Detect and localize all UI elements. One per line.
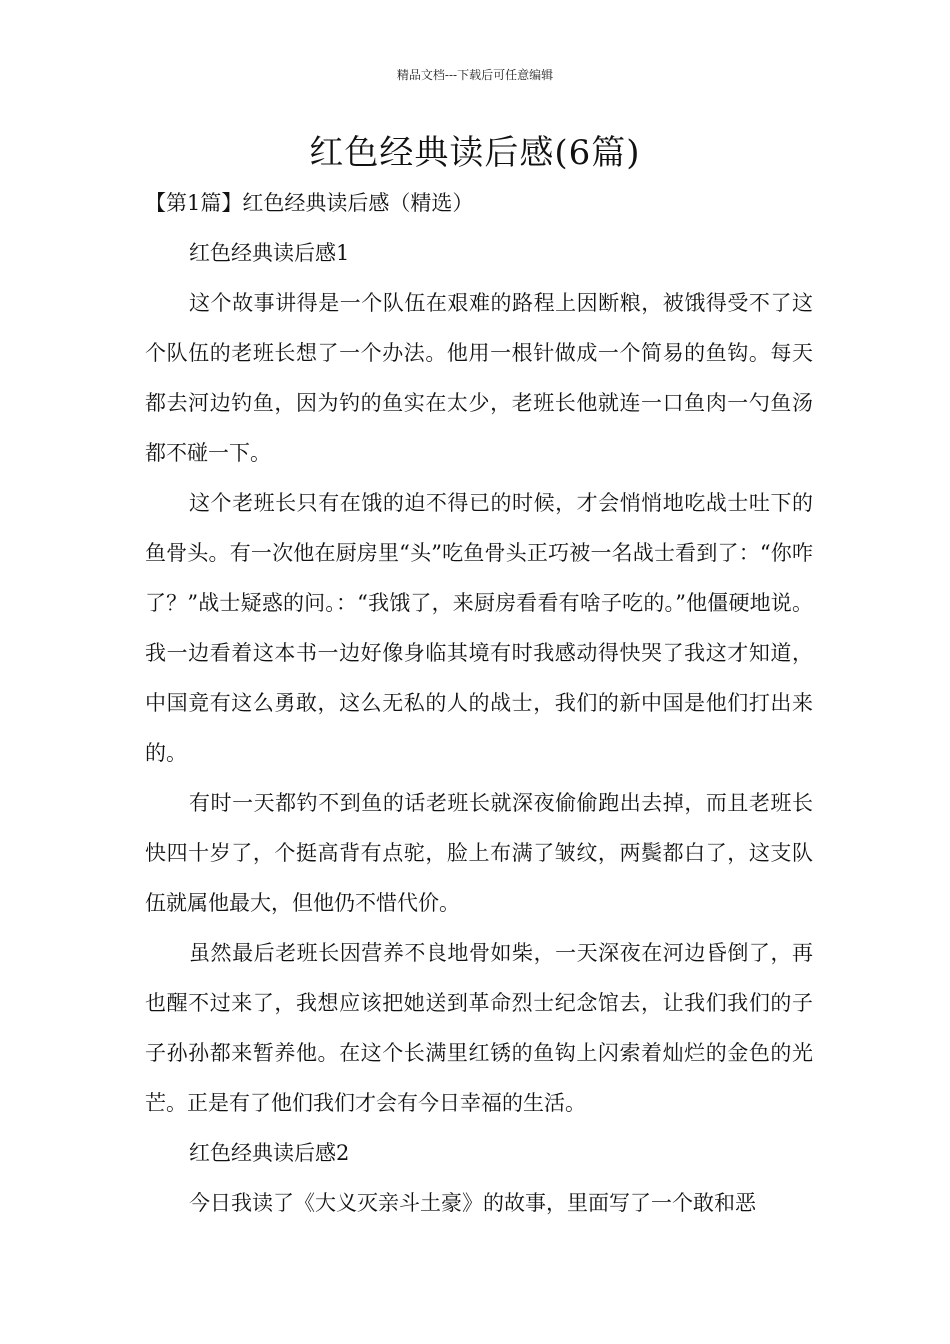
essay-2-heading: 红色经典读后感2 xyxy=(189,1141,350,1165)
essay-1-paragraph-2: 这个老班长只有在饿的迫不得已的时候，才会悄悄地吃战士吐下的鱼骨头。有一次他在厨房里“头”吃鱼骨头正巧被一名战士看到了：“你咋了？”战士疑惑的问。：“我饿了，来厨房看看有啥子吃的。”他僵硬地说。我一边看着这本书一边好像身临其境有时我感动得快哭了我这才知道，中国竟有这么勇敢，这么无私的人的战士，我们的新中国是他们打出来的。 xyxy=(145,491,813,765)
essay-2-paragraph-1: 今日我读了《大义灭亲斗土豪》的故事，里面写了一个敢和恶 xyxy=(189,1191,756,1215)
essay-1-heading: 红色经典读后感1 xyxy=(189,241,350,265)
header-note: 精品文档---下载后可任意编辑 xyxy=(396,68,554,82)
section-heading: 【第1篇】红色经典读后感（精选） xyxy=(145,191,474,215)
essay-1-paragraph-1: 这个故事讲得是一个队伍在艰难的路程上因断粮，被饿得受不了这个队伍的老班长想了一个办法。他用一根针做成一个简易的鱼钩。每天都去河边钓鱼，因为钓的鱼实在太少，老班长他就连一口鱼肉一勺鱼汤都不碰一下。 xyxy=(145,291,813,465)
document-title: 红色经典读后感(6篇) xyxy=(309,133,641,173)
essay-1-paragraph-4: 虽然最后老班长因营养不良地骨如柴，一天深夜在河边昏倒了，再也醒不过来了，我想应该把她送到革命烈士纪念馆去，让我们我们的子子孙孙都来暂养他。在这个长满里红锈的鱼钩上闪索着灿烂的金色的光芒。正是有了他们我们才会有今日幸福的生活。 xyxy=(145,941,813,1115)
document-body xyxy=(145,178,813,1228)
essay-1-paragraph-3: 有时一天都钓不到鱼的话老班长就深夜偷偷跑出去掉，而且老班长快四十岁了，个挺高背有点驼，脸上布满了皱纹，两鬓都白了，这支队伍就属他最大，但他仍不惜代价。 xyxy=(145,791,813,915)
